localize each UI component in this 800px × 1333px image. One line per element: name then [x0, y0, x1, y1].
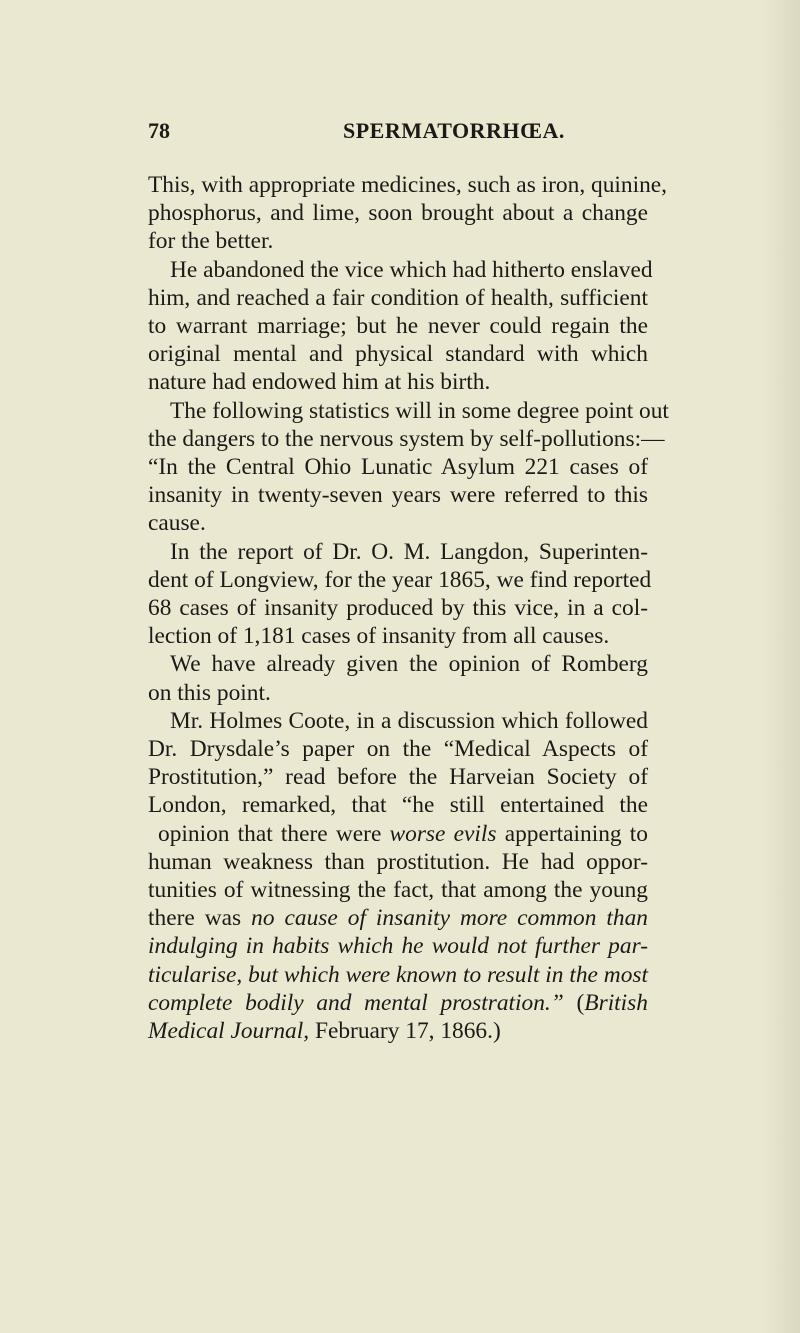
text-line: [148, 904, 648, 932]
text-line: lection of 1,181 cases of insanity from all causes.: [148, 623, 610, 650]
text-line: dent of Longview, for the year 1865, we find reported: [148, 566, 652, 593]
page-edge-shadow: [762, 0, 800, 1333]
text-line: human weakness than prostitution. He had oppor-: [148, 848, 648, 875]
text-line: Dr. Drysdale’s paper on the “Medical Aspects of: [148, 736, 648, 763]
page-number: 78: [148, 118, 170, 143]
text-line: cause.: [148, 510, 206, 537]
text-line: We have already given the opinion of Romberg: [170, 651, 648, 678]
italic-line: indulging in habits which he would not further par-: [148, 933, 648, 960]
text-line: insanity in twenty-seven years were referred to this: [148, 482, 648, 509]
text-line: [148, 989, 648, 1017]
text-line: [148, 820, 648, 848]
text-line: to warrant marriage; but he never could regain the: [148, 313, 648, 340]
text-segment: February 17, 1866.): [314, 1018, 501, 1045]
text-segment: appertaining to: [504, 820, 648, 847]
italic-segment: no cause of insanity more common than: [251, 905, 648, 932]
text-line: nature had endowed him at his birth.: [148, 369, 491, 396]
text-line: on this point.: [148, 679, 271, 706]
running-head: SPERMATORRHŒA.: [343, 118, 565, 143]
text-line: 68 cases of insanity produced by this vice, in a col-: [148, 595, 648, 622]
text-line: for the better.: [148, 228, 274, 255]
body-text: [148, 171, 669, 1045]
text-line: This, with appropriate medicines, such as iron, quinine,: [148, 172, 668, 198]
text-line: London, remarked, that “he still entertained the: [148, 792, 648, 819]
text-line: the dangers to the nervous system by self-pollutions:—: [148, 425, 665, 452]
text-segment: opinion that there were: [158, 820, 382, 847]
text-line: Mr. Holmes Coote, in a discussion which followed: [170, 707, 648, 734]
text-line: “In the Central Ohio Lunatic Asylum 221 cases of: [148, 454, 648, 481]
text-line: original mental and physical standard with which: [148, 341, 648, 368]
italic-segment: worse evils: [389, 820, 497, 847]
text-line: phosphorus, and lime, soon brought about a change: [148, 200, 648, 227]
italic-segment: British: [584, 989, 648, 1016]
text-line: tunities of witnessing the fact, that among the young: [148, 877, 648, 904]
italic-line: ticularise, but which were known to result in the most: [148, 961, 648, 988]
text-segment: there was: [148, 905, 242, 932]
italic-segment: complete bodily and mental prostration.”: [148, 989, 564, 1016]
page-header: [148, 118, 648, 158]
text-segment: (: [576, 989, 585, 1016]
text-line: him, and reached a fair condition of health, sufficient: [148, 284, 648, 311]
text-line: The following statistics will in some degree point out: [170, 397, 669, 424]
text-line: [148, 1017, 648, 1045]
text-line: In the report of Dr. O. M. Langdon, Superinten-: [170, 538, 648, 565]
italic-segment: Medical Journal,: [148, 1018, 310, 1045]
text-line: Prostitution,” read before the Harveian Society of: [148, 764, 648, 791]
text-line: He abandoned the vice which had hitherto enslaved: [170, 256, 653, 283]
